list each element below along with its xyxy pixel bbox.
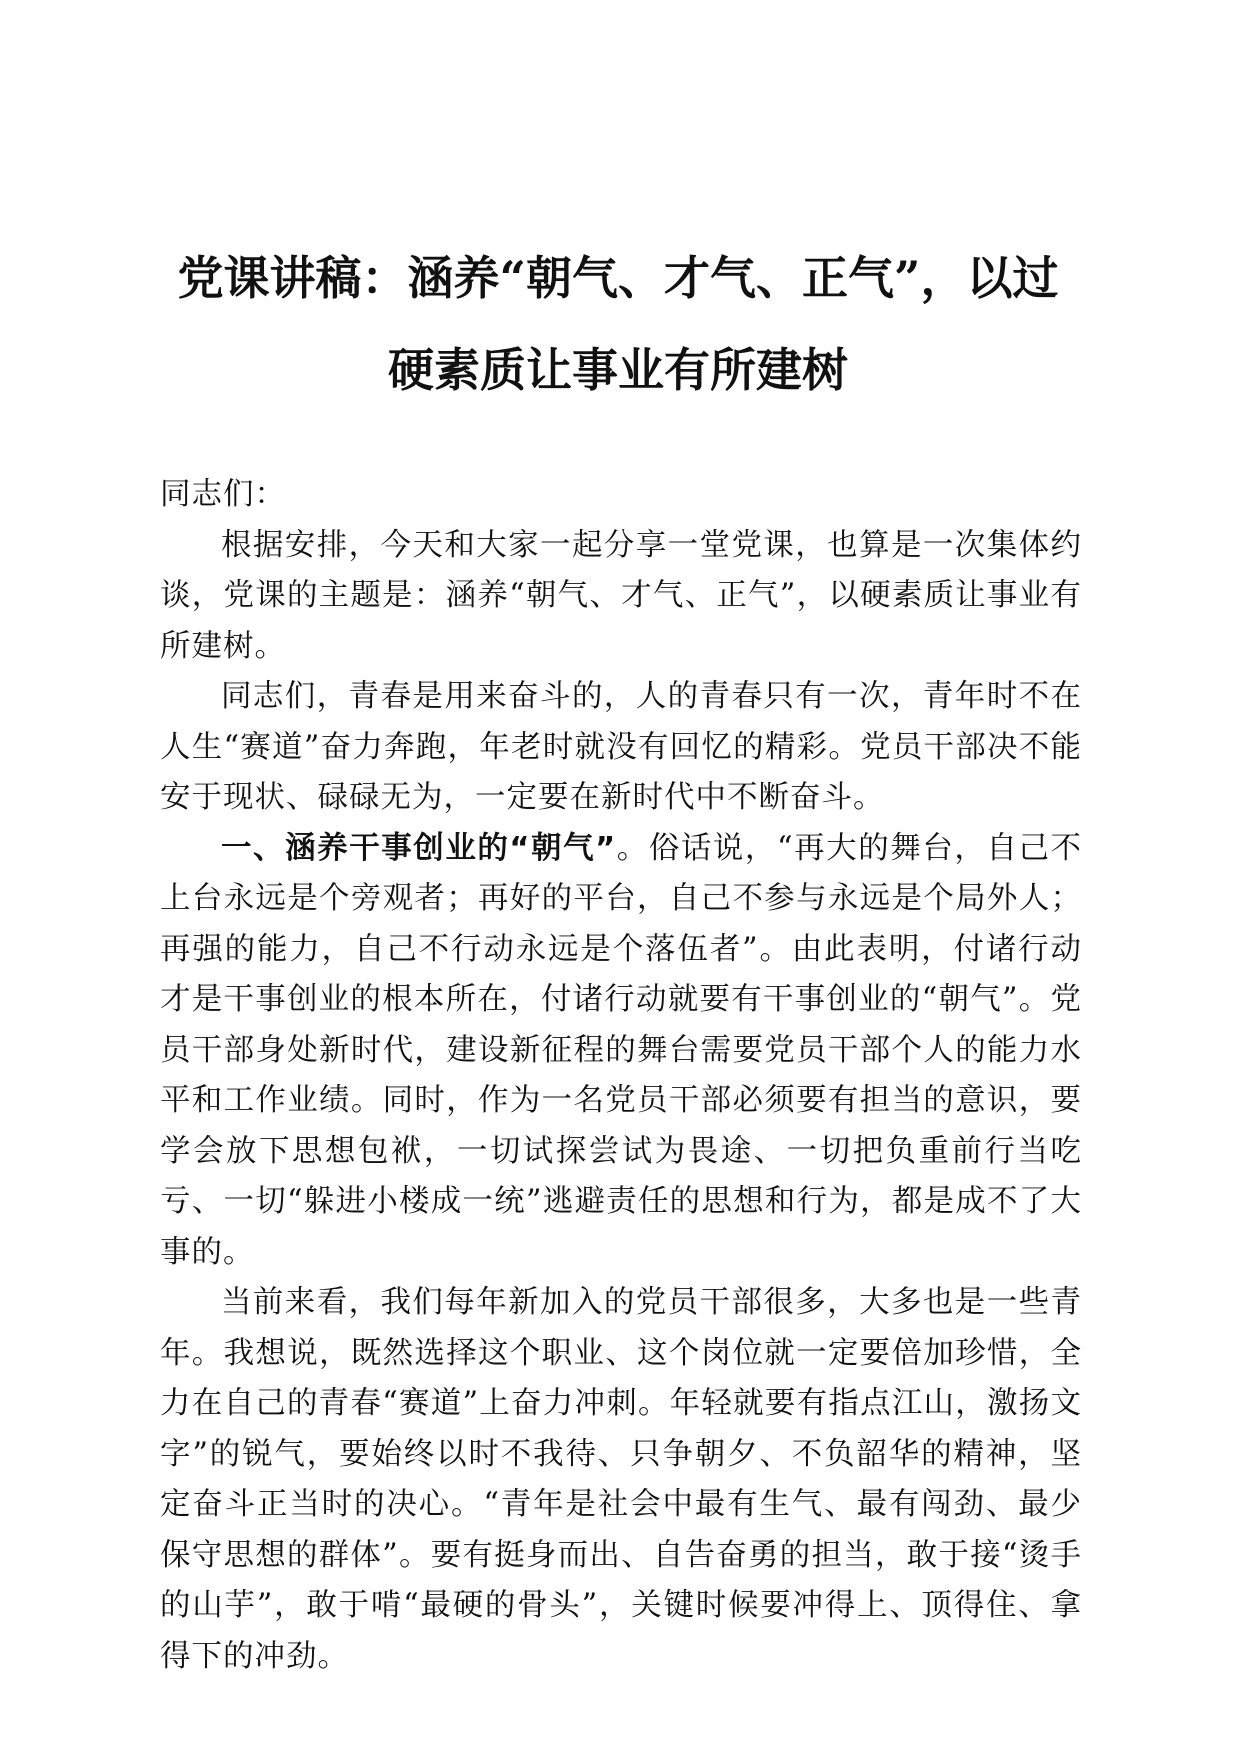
document-title	[150, 232, 1086, 416]
salutation: 同志们：	[160, 477, 286, 512]
section-1-text: 。俗话说，“再大的舞台，自己不上台永远是个旁观者；再好的平台，自己不参与永远是个局外人；再强的能力，自己不行动永远是个落伍者”。由此表明，付诸行动才是干事创业的根本所在，付诸行动就要有干事创业的“朝气”。党员干部身处新时代，建设新征程的舞台需要党员干部个人的能力水平和工作业绩。同时，作为一名党员干部必须要有担当的意识，要学会放下思想包袱，一切试探尝试为畏途、一切把负重前行当吃亏、一切“躲进小楼成一统”逃避责任的思想和行为，都是成不了大事的。	[160, 830, 1083, 1270]
document-title-line-1: 党课讲稿：涵养“朝气、才气、正气”，以过	[177, 251, 1059, 305]
paragraph-3	[160, 824, 1082, 1279]
section-heading-1: 一、涵养干事创业的“朝气”	[221, 830, 617, 866]
paragraph-4: 当前来看，我们每年新加入的党员干部很多，大多也是一些青年。我想说，既然选择这个职业、这个岗位就一定要倍加珍惜，全力在自己的青春“赛道”上奋力冲刺。年轻就要有指点江山，激扬文字”的锐气，要始终以时不我待、只争朝夕、不负韶华的精神，坚定奋斗正当时的决心。“青年是社会中最有生气、最有闯劲、最少保守思想的群体”。要有挺身而出、自告奋勇的担当，敢于接“烫手的山芋”，敢于啃“最硬的骨头”，关键时候要冲得上、顶得住、拿得下的冲劲。	[160, 1285, 1082, 1674]
document-body	[160, 470, 1082, 1682]
paragraph-1: 根据安排，今天和大家一起分享一堂党课，也算是一次集体约谈，党课的主题是：涵养“朝气、才气、正气”，以硬素质让事业有所建树。	[160, 527, 1082, 664]
paragraph-2: 同志们，青春是用来奋斗的，人的青春只有一次，青年时不在人生“赛道”奋力奔跑，年老时就没有回忆的精彩。党员干部决不能安于现状、碌碌无为，一定要在新时代中不断奋斗。	[160, 679, 1082, 815]
document-title-line-2: 硬素质让事业有所建树	[388, 343, 848, 397]
